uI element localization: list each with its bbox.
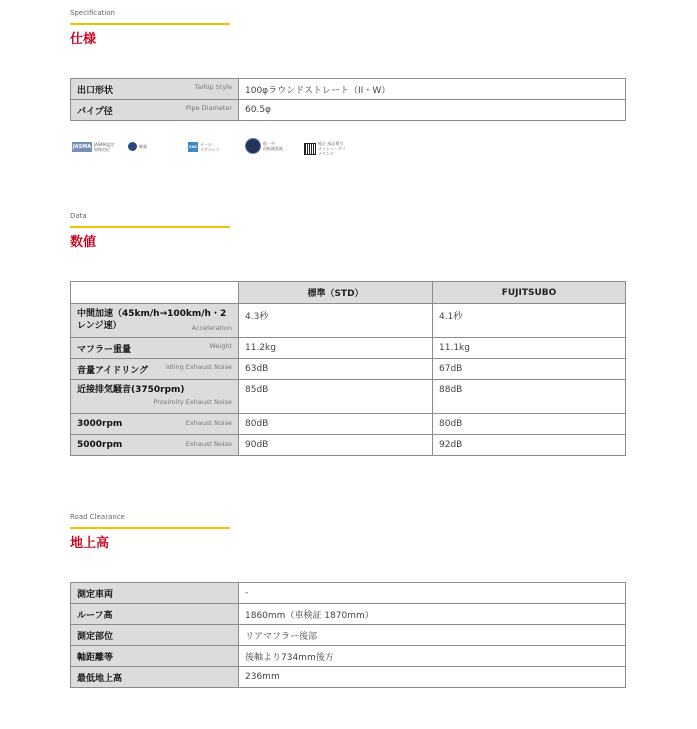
table-row bbox=[71, 646, 626, 667]
data-label-cell bbox=[71, 435, 239, 456]
table-row bbox=[71, 304, 626, 338]
table-row bbox=[71, 79, 626, 100]
stainless-icon bbox=[188, 142, 220, 152]
data-label-jp: 近接排気騒音(3750rpm) bbox=[77, 385, 185, 395]
clearance-label-text: ルーフ高 bbox=[77, 610, 113, 621]
clearance-value: - bbox=[239, 583, 626, 604]
data-value-fujitsubo: 67dB bbox=[433, 359, 626, 380]
data-label-jp: 3000rpm bbox=[77, 419, 123, 429]
data-label-jp: 5000rpm bbox=[77, 440, 123, 450]
spec-label-en: Pipe Diameter bbox=[185, 103, 232, 112]
data-label-cell bbox=[71, 380, 239, 414]
clearance-label bbox=[71, 646, 239, 667]
icon-caption: 純正 部品番号 bbox=[318, 141, 344, 146]
table-row bbox=[71, 604, 626, 625]
barcode-icon bbox=[304, 141, 346, 156]
spec-section-header bbox=[70, 9, 626, 48]
data-value-std: 90dB bbox=[239, 435, 433, 456]
table-header-row bbox=[71, 282, 626, 304]
clearance-value: 236mm bbox=[239, 667, 626, 688]
clearance-label bbox=[71, 604, 239, 625]
data-label-en: Weight bbox=[209, 341, 232, 350]
data-section-rule bbox=[70, 226, 230, 228]
data-label-cell bbox=[71, 359, 239, 380]
table-row bbox=[71, 667, 626, 688]
data-label-jp: 中間加速（45km/h→100km/h・2レンジ速） bbox=[77, 309, 227, 331]
icon-caption: オール bbox=[200, 142, 212, 147]
data-label-en: Exhaust Noise bbox=[185, 419, 232, 427]
spec-label-jp: パイプ径 bbox=[77, 106, 113, 117]
icon-caption: ステンレス bbox=[200, 147, 220, 152]
icon-caption: 軽量 bbox=[139, 144, 147, 149]
clearance-section-en-title: Road Clearance bbox=[70, 513, 125, 521]
data-label-en: Exhaust Noise bbox=[185, 440, 232, 448]
data-label-cell bbox=[71, 338, 239, 359]
clearance-label bbox=[71, 667, 239, 688]
data-value-fujitsubo: 88dB bbox=[433, 380, 626, 414]
silencer-badge bbox=[245, 138, 261, 154]
clearance-table bbox=[70, 582, 626, 688]
column-header-std: 標準（STD） bbox=[239, 282, 433, 304]
data-value-fujitsubo: 80dB bbox=[433, 414, 626, 435]
spec-label-jp: 出口形状 bbox=[77, 85, 114, 96]
icon-caption: 車検対応 bbox=[94, 147, 110, 152]
data-value-std: 80dB bbox=[239, 414, 433, 435]
weight-badge bbox=[128, 142, 137, 151]
clearance-section-header bbox=[70, 513, 626, 552]
table-row bbox=[71, 583, 626, 604]
silencer-icon bbox=[245, 138, 283, 154]
clearance-label bbox=[71, 583, 239, 604]
data-section-jp-title: 数値 bbox=[70, 235, 97, 250]
clearance-label-text: 最低地上高 bbox=[77, 673, 123, 684]
data-value-std: 63dB bbox=[239, 359, 433, 380]
column-header-fujitsubo: FUJITSUBO bbox=[433, 282, 626, 304]
jasma-badge: JASMA bbox=[72, 144, 92, 150]
table-row bbox=[71, 625, 626, 646]
data-label-en: Proximity Exhaust Noise bbox=[153, 398, 232, 406]
data-section-en-title: Data bbox=[70, 212, 87, 220]
spec-value: 100φラウンドストレート（II・W） bbox=[239, 79, 626, 100]
icon-caption: メッシュ・ダイ bbox=[318, 146, 346, 151]
data-value-fujitsubo: 92dB bbox=[433, 435, 626, 456]
spec-section-rule bbox=[70, 23, 230, 25]
clearance-section-jp-title: 地上高 bbox=[70, 536, 110, 551]
icon-caption: JASMA認定 bbox=[94, 142, 115, 147]
data-label-en: Idling Exhaust Noise bbox=[165, 362, 232, 371]
table-row bbox=[71, 359, 626, 380]
data-value-std: 4.3秒 bbox=[239, 304, 433, 338]
data-table bbox=[70, 281, 626, 456]
icon-caption: 回転域重視 bbox=[263, 146, 283, 151]
data-label-jp: マフラー重量 bbox=[77, 344, 132, 355]
data-value-fujitsubo: 11.1kg bbox=[433, 338, 626, 359]
data-value-std: 11.2kg bbox=[239, 338, 433, 359]
icon-caption: 低・中 bbox=[263, 141, 275, 146]
feature-icons-row bbox=[72, 137, 372, 159]
stainless-badge: SUS bbox=[188, 142, 198, 152]
clearance-label-text: 測定部位 bbox=[77, 631, 114, 642]
table-row bbox=[71, 338, 626, 359]
data-value-std: 85dB bbox=[239, 380, 433, 414]
data-label-en: Acceleration bbox=[191, 324, 232, 332]
spec-label-cell bbox=[71, 100, 239, 121]
spec-value: 60.5φ bbox=[239, 100, 626, 121]
data-section-header bbox=[70, 212, 626, 251]
clearance-label bbox=[71, 625, 239, 646]
table-row bbox=[71, 414, 626, 435]
clearance-value: 1860mm（車検証 1870mm） bbox=[239, 604, 626, 625]
data-label-jp: 音量アイドリング bbox=[77, 365, 149, 376]
clearance-value: リアマフラー後部 bbox=[239, 625, 626, 646]
clearance-value: 後軸より734mm後方 bbox=[239, 646, 626, 667]
data-label-cell bbox=[71, 414, 239, 435]
barcode-badge bbox=[304, 143, 316, 155]
table-row bbox=[71, 435, 626, 456]
icon-caption: ナウンド bbox=[318, 151, 334, 156]
spec-section-en-title: Specification bbox=[70, 9, 115, 17]
clearance-label-text: 測定車両 bbox=[77, 589, 114, 600]
header-blank bbox=[71, 282, 239, 304]
spec-label-en: Tailtip Style bbox=[194, 82, 232, 91]
spec-table bbox=[70, 78, 626, 121]
weight-icon bbox=[128, 142, 147, 151]
jasma-icon bbox=[72, 142, 115, 152]
data-label-cell bbox=[71, 304, 239, 338]
data-value-fujitsubo: 4.1秒 bbox=[433, 304, 626, 338]
clearance-section-rule bbox=[70, 527, 230, 529]
spec-section-jp-title: 仕様 bbox=[70, 32, 97, 47]
table-row bbox=[71, 100, 626, 121]
table-row bbox=[71, 380, 626, 414]
clearance-label-text: 軸距離等 bbox=[77, 652, 114, 663]
spec-label-cell bbox=[71, 79, 239, 100]
